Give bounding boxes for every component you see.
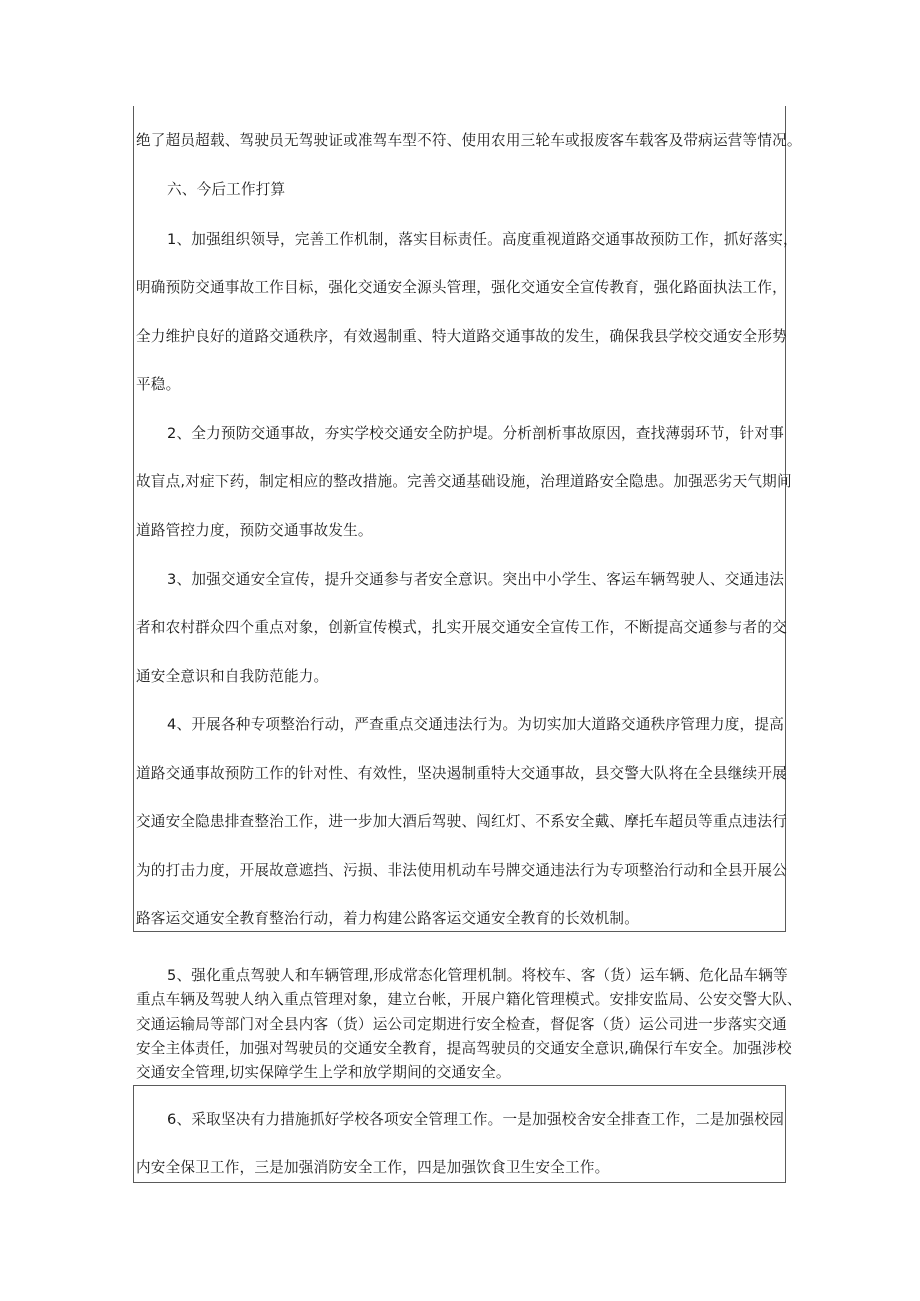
item5-line: 重点车辆及驾驶人纳入重点管理对象，建立台帐，开展户籍化管理模式。安排安监局、公安交警大队、 (136, 991, 802, 1008)
item4-line: 交通安全隐患排查整治工作，进一步加大酒后驾驶、闯红灯、不系安全戴、摩托车超员等重点违法行 (136, 813, 787, 830)
item2-line: 道路管控力度，预防交通事故发生。 (136, 522, 373, 539)
item2-line: 2、全力预防交通事故，夯实学校交通安全防护堤。分析剖析事故原因，查找薄弱环节，针对事 (167, 425, 784, 442)
item4-line: 为的打击力度，开展故意遮挡、污损、非法使用机动车号牌交通违法行为专项整治行动和全县开展公 (136, 862, 787, 879)
item1-line: 1、加强组织领导，完善工作机制，落实目标责任。高度重视道路交通事故预防工作，抓好落实， (167, 231, 798, 248)
section-heading: 六、今后工作打算 (167, 181, 286, 198)
item6-line: 内安全保卫工作，三是加强消防安全工作，四是加强饮食卫生安全工作。 (136, 1159, 610, 1176)
item4-line: 道路交通事故预防工作的针对性、有效性，坚决遏制重特大交通事故，县交警大队将在全县继续开展 (136, 765, 787, 782)
paragraph-continuation-line: 绝了超员超载、驾驶员无驾驶证或准驾车型不符、使用农用三轮车或报废客车载客及带病运营等情况。 (136, 132, 802, 149)
item6-line: 6、采取坚决有力措施抓好学校各项安全管理工作。一是加强校舍安全排查工作，二是加强校园 (167, 1111, 784, 1128)
item2-line: 故盲点,对症下药，制定相应的整改措施。完善交通基础设施，治理道路安全隐患。加强恶劣天气期间 (136, 473, 792, 490)
item1-line: 明确预防交通事故工作目标，强化交通安全源头管理，强化交通安全宣传教育，强化路面执法工作， (136, 279, 787, 296)
item3-line: 通安全意识和自我防范能力。 (136, 668, 329, 685)
item3-line: 3、加强交通安全宣传，提升交通参与者安全意识。突出中小学生、客运车辆驾驶人、交通违法 (167, 571, 784, 588)
item4-line: 4、开展各种专项整治行动，严查重点交通违法行为。为切实加大道路交通秩序管理力度，提高 (167, 716, 784, 733)
item5-line: 交通安全管理,切实保障学生上学和放学期间的交通安全。 (136, 1064, 511, 1081)
item5-line: 交通运输局等部门对全县内客（货）运公司定期进行安全检查，督促客（货）运公司进一步落实交通 (136, 1016, 787, 1033)
item1-line: 全力维护良好的道路交通秩序，有效遏制重、特大道路交通事故的发生，确保我县学校交通安全形势 (136, 328, 787, 345)
item5-line: 安全主体责任，加强对驾驶员的交通安全教育，提高驾驶员的交通安全意识,确保行车安全。加强涉校 (136, 1040, 792, 1057)
item1-line: 平稳。 (136, 376, 181, 393)
item4-line: 路客运交通安全教育整治行动，着力构建公路客运交通安全教育的长效机制。 (136, 910, 639, 927)
item5-line: 5、强化重点驾驶人和车辆管理,形成常态化管理机制。将校车、客（货）运车辆、危化品车辆等 (167, 967, 788, 984)
item3-line: 者和农村群众四个重点对象，创新宣传模式，扎实开展交通安全宣传工作，不断提高交通参与者的交 (136, 619, 787, 636)
